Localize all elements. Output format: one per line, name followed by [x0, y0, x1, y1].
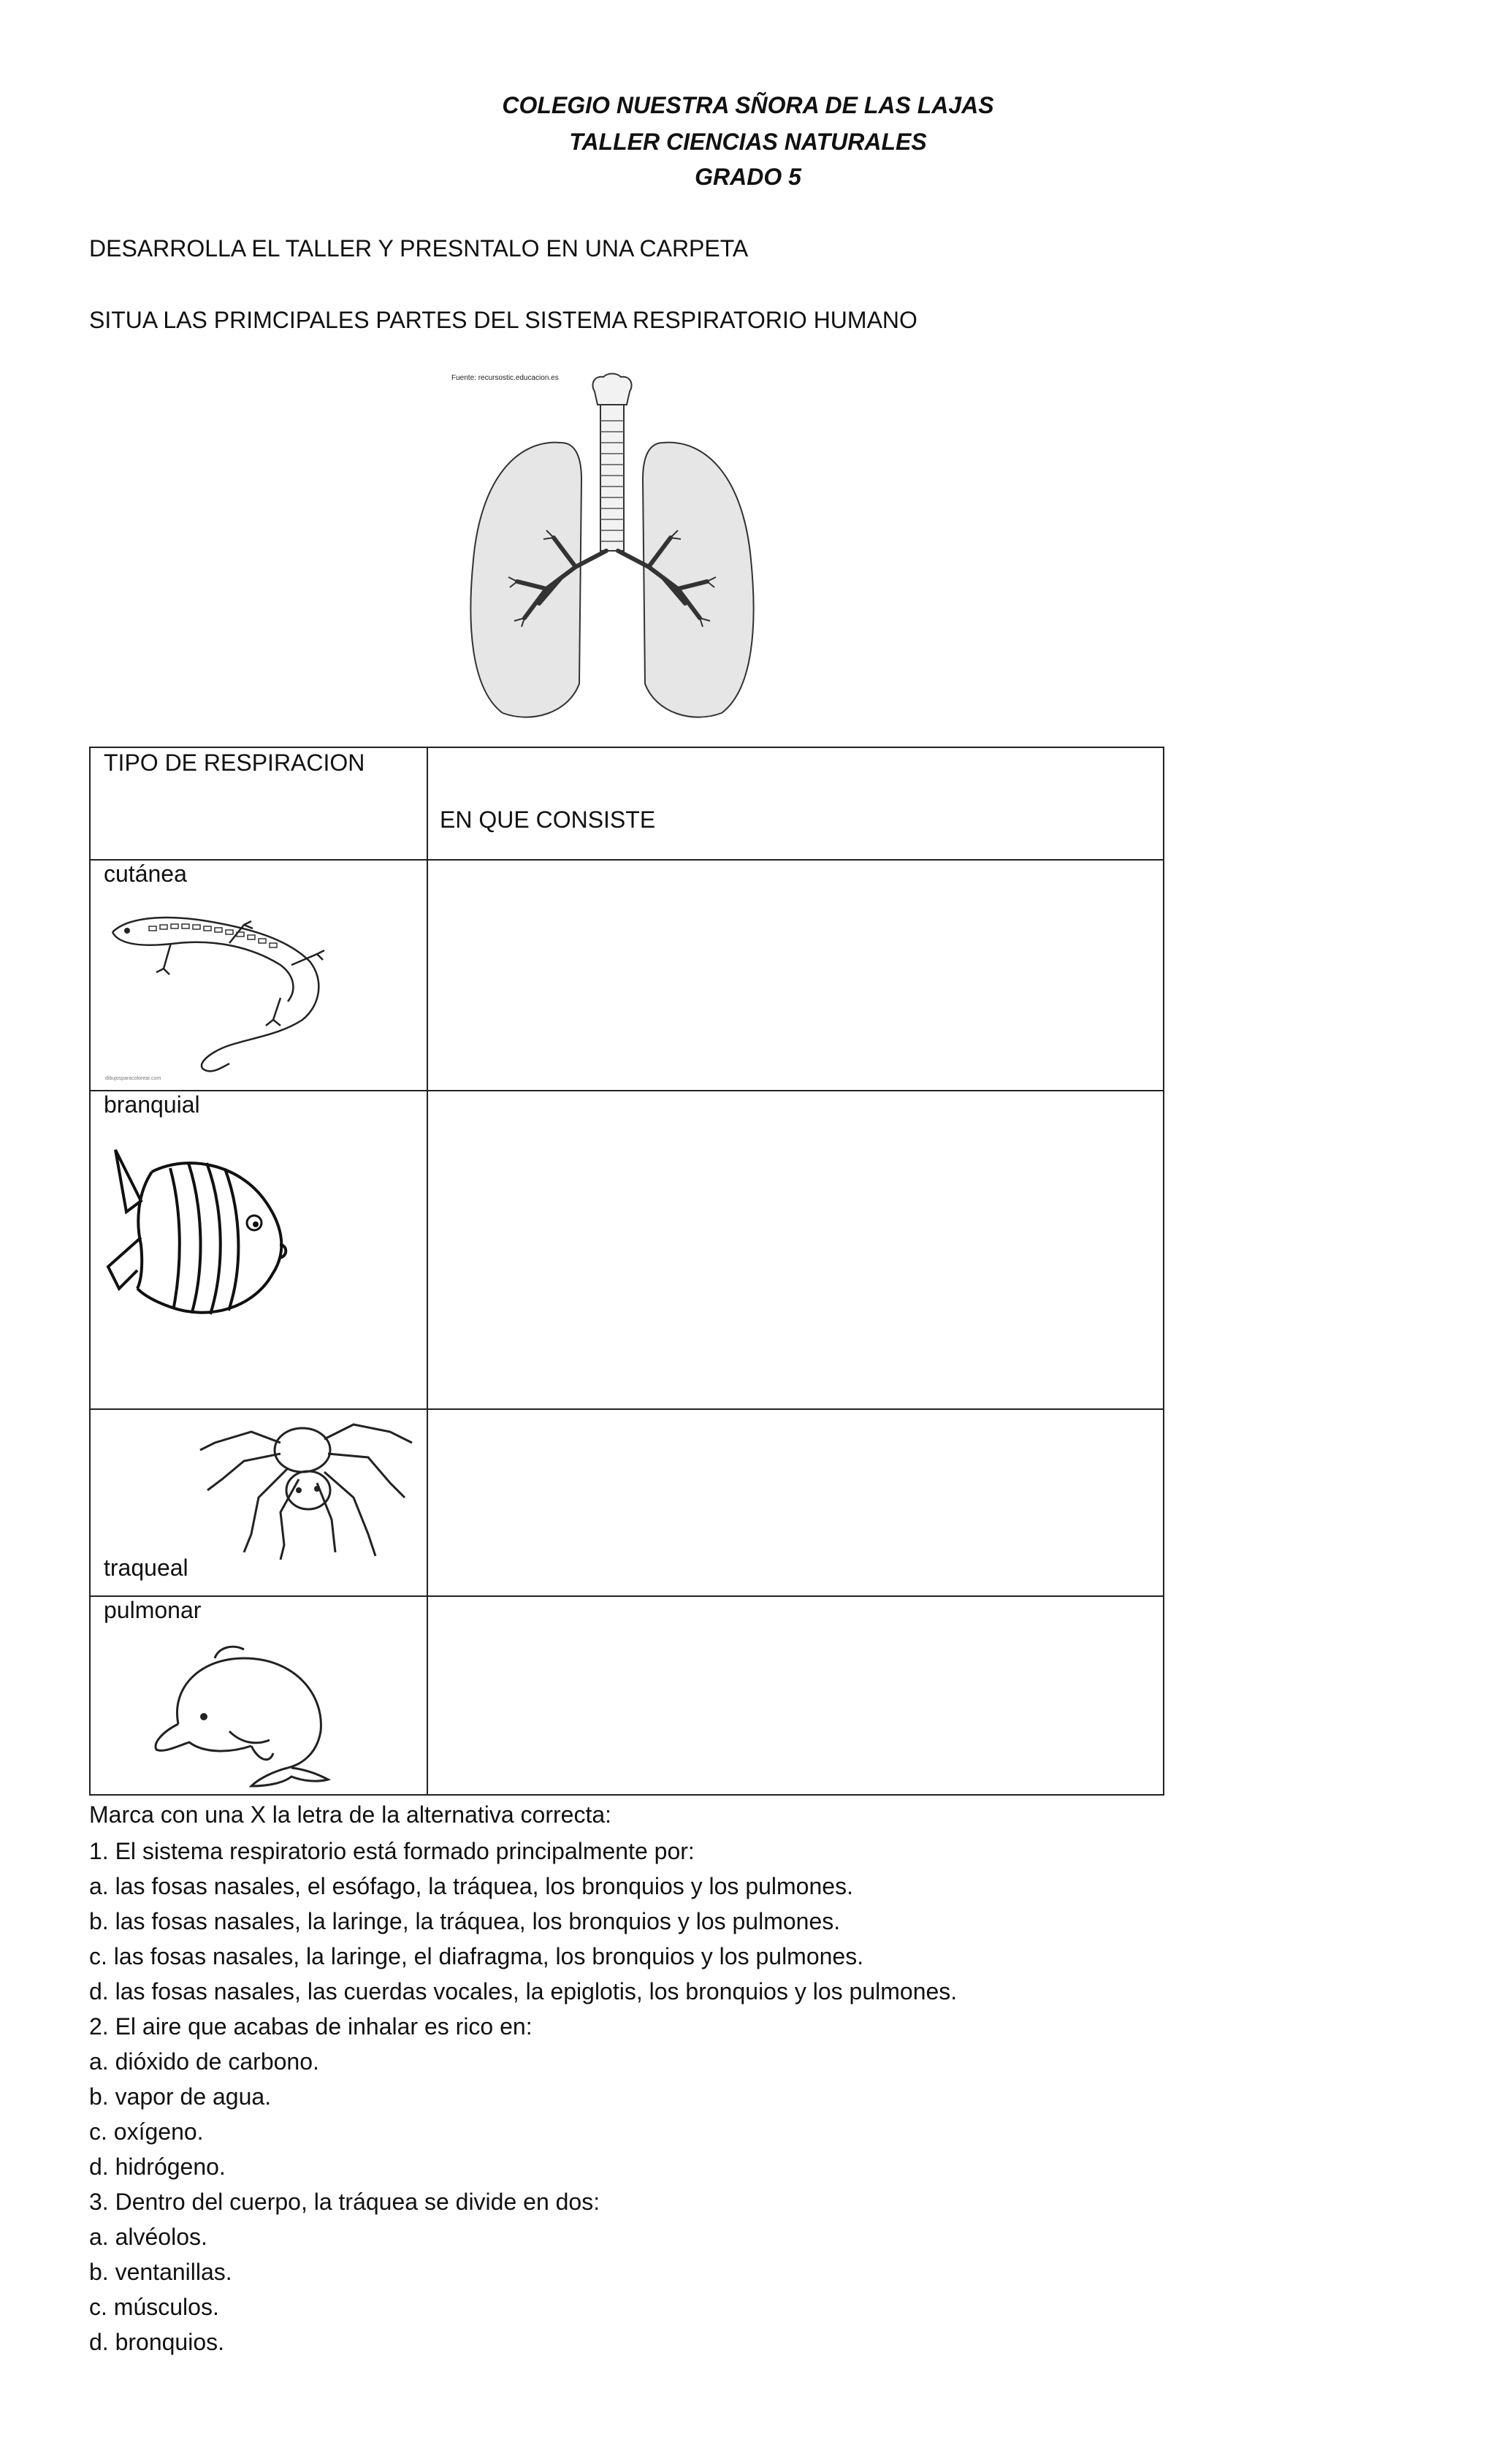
fish-icon — [101, 1143, 298, 1332]
grade-label: GRADO 5 — [695, 164, 801, 190]
q2-option-d[interactable]: d. hidrógeno. — [89, 2154, 226, 2180]
question-2: 2. El aire que acabas de inhalar es rico en: — [89, 2013, 533, 2040]
spider-icon — [193, 1410, 419, 1563]
figure-source-caption: Fuente: recursostic.educacion.es — [451, 374, 559, 382]
instruction-present: DESARROLLA EL TALLER Y PRESNTALO EN UNA CARPETA — [89, 235, 749, 262]
q3-option-d[interactable]: d. bronquios. — [89, 2329, 225, 2355]
dolphin-icon — [134, 1644, 354, 1790]
row-label-cutanea: cutánea — [104, 861, 187, 887]
row-label-pulmonar: pulmonar — [104, 1597, 202, 1623]
q2-option-c[interactable]: c. oxígeno. — [89, 2118, 204, 2145]
q1-option-d[interactable]: d. las fosas nasales, las cuerdas vocales, la epiglotis, los bronquios y los pulmones. — [89, 1978, 958, 2005]
row-label-branquial: branquial — [104, 1091, 200, 1118]
question-1: 1. El sistema respiratorio está formado principalmente por: — [89, 1838, 695, 1864]
question-3: 3. Dentro del cuerpo, la tráquea se divide en dos: — [89, 2189, 600, 2215]
workshop-title: TALLER CIENCIAS NATURALES — [569, 129, 927, 155]
salamander-credit: dibujosparacolorear.com — [105, 1076, 161, 1081]
instruction-respiratory: SITUA LAS PRIMCIPALES PARTES DEL SISTEMA RESPIRATORIO HUMANO — [89, 307, 917, 333]
lungs-diagram-icon — [451, 370, 773, 728]
salamander-icon — [105, 910, 339, 1086]
col-header-description: EN QUE CONSISTE — [440, 806, 656, 833]
respiration-types-table — [89, 747, 1164, 1796]
q1-option-a[interactable]: a. las fosas nasales, el esófago, la tráquea, los bronquios y los pulmones. — [89, 1873, 853, 1899]
quiz-intro: Marca con una X la letra de la alternativa correcta: — [89, 1801, 612, 1828]
row-label-traqueal: traqueal — [104, 1555, 188, 1581]
col-header-type: TIPO DE RESPIRACION — [104, 750, 365, 776]
q1-option-b[interactable]: b. las fosas nasales, la laringe, la tráquea, los bronquios y los pulmones. — [89, 1908, 841, 1934]
q3-option-c[interactable]: c. músculos. — [89, 2294, 219, 2320]
q1-option-c[interactable]: c. las fosas nasales, la laringe, el diafragma, los bronquios y los pulmones. — [89, 1943, 864, 1969]
school-name: COLEGIO NUESTRA SÑORA DE LAS LAJAS — [502, 92, 994, 118]
q3-option-a[interactable]: a. alvéolos. — [89, 2224, 207, 2250]
q3-option-b[interactable]: b. ventanillas. — [89, 2259, 232, 2285]
q2-option-a[interactable]: a. dióxido de carbono. — [89, 2048, 319, 2075]
q2-option-b[interactable]: b. vapor de agua. — [89, 2083, 272, 2110]
